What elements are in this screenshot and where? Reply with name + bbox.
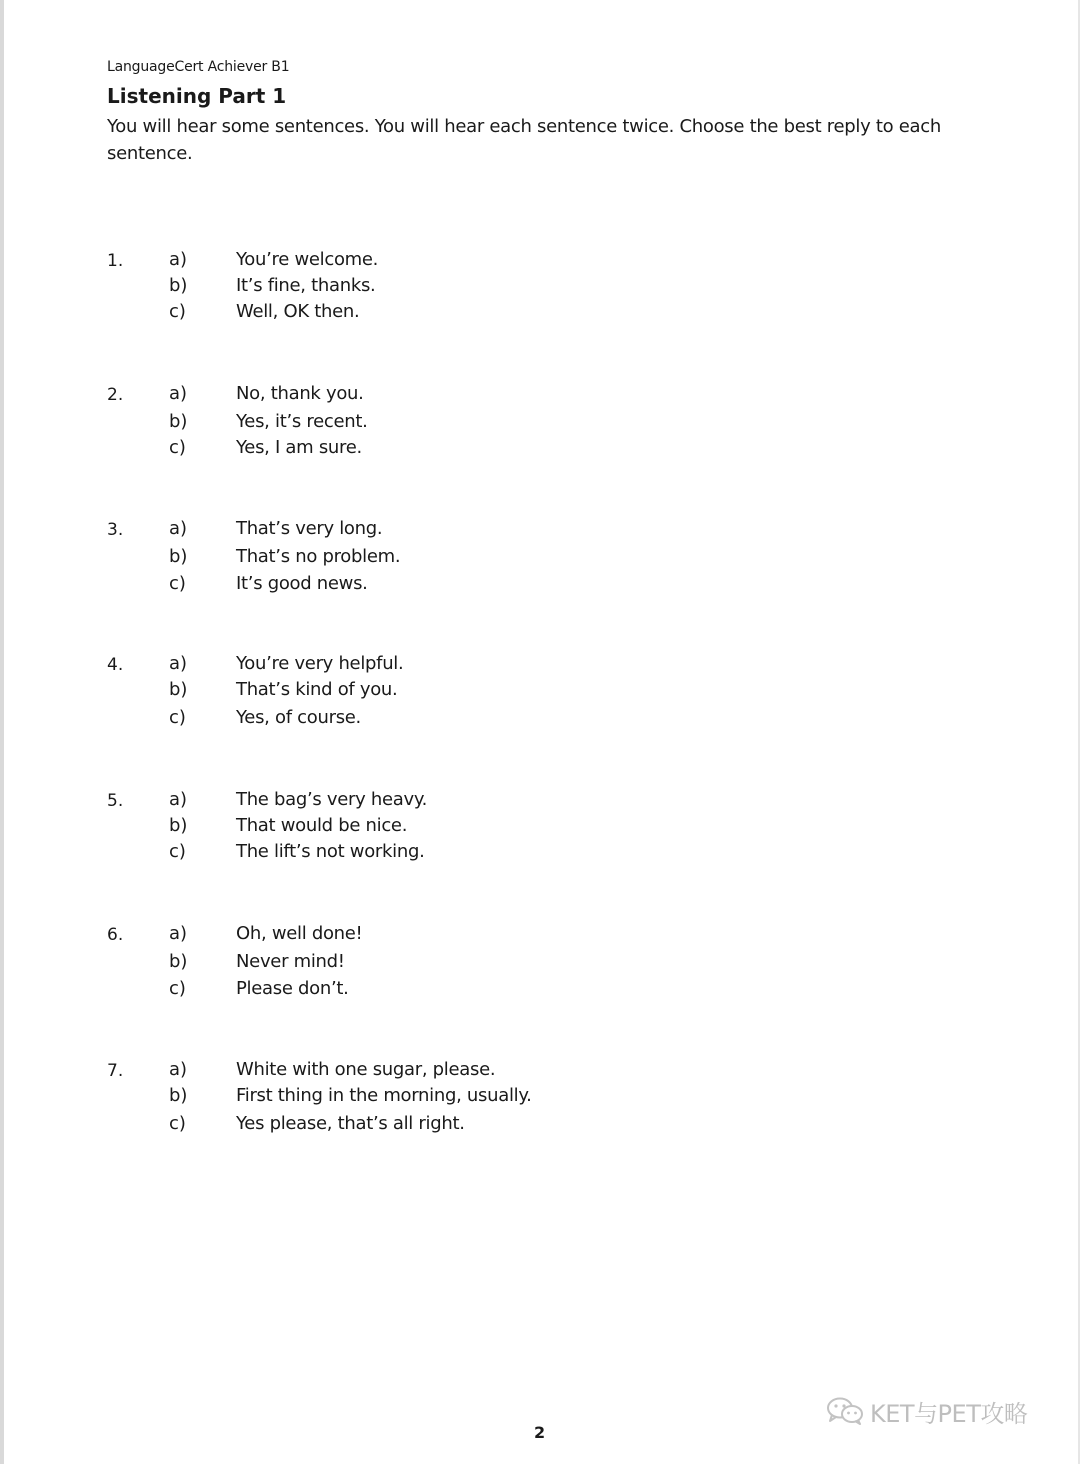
option-b[interactable] [107, 951, 707, 977]
option-c[interactable] [107, 978, 707, 1004]
option-c[interactable] [107, 573, 707, 599]
option-b[interactable] [107, 411, 707, 437]
option-letter: a) [169, 1059, 188, 1080]
option-letter: a) [169, 789, 188, 810]
option-text: Oh, well done! [236, 923, 363, 944]
option-c[interactable] [107, 841, 707, 867]
page-title: Listening Part 1 [107, 84, 287, 108]
option-letter: a) [169, 383, 188, 404]
option-text: Yes, I am sure. [236, 437, 362, 458]
watermark-text: KET与PET攻略 [870, 1399, 1028, 1428]
option-letter: a) [169, 518, 188, 539]
option-text: Yes, of course. [236, 707, 361, 728]
question-4 [107, 653, 707, 743]
page-edge-left [0, 0, 4, 1464]
option-text: That’s no problem. [236, 546, 401, 567]
option-b[interactable] [107, 679, 707, 705]
option-text: You’re very helpful. [236, 653, 404, 674]
option-text: No, thank you. [236, 383, 364, 404]
option-letter: c) [169, 707, 186, 728]
option-c[interactable] [107, 301, 707, 327]
option-b[interactable] [107, 546, 707, 572]
option-a[interactable] [107, 789, 707, 815]
option-b[interactable] [107, 1085, 707, 1111]
option-letter: b) [169, 951, 188, 972]
question-3 [107, 518, 707, 608]
option-text: Yes, it’s recent. [236, 411, 368, 432]
option-a[interactable] [107, 518, 707, 544]
question-number: 1. [107, 251, 124, 271]
option-letter: c) [169, 301, 186, 322]
option-text: That would be nice. [236, 815, 408, 836]
option-letter: b) [169, 679, 188, 700]
question-2 [107, 383, 707, 473]
option-a[interactable] [107, 923, 707, 949]
option-text: It’s good news. [236, 573, 368, 594]
option-letter: a) [169, 653, 188, 674]
instructions: You will hear some sentences. You will hear each sentence twice. Choose the best reply to each sentence. [107, 116, 941, 164]
option-letter: a) [169, 923, 188, 944]
option-letter: b) [169, 275, 188, 296]
option-text: Please don’t. [236, 978, 349, 999]
option-text: The bag’s very heavy. [236, 789, 428, 810]
option-text: That’s very long. [236, 518, 383, 539]
question-number: 2. [107, 385, 124, 405]
option-b[interactable] [107, 275, 707, 301]
question-number: 3. [107, 520, 124, 540]
question-number: 7. [107, 1061, 124, 1081]
option-c[interactable] [107, 1113, 707, 1139]
option-letter: c) [169, 978, 186, 999]
option-letter: c) [169, 1113, 186, 1134]
question-1 [107, 249, 707, 339]
option-text: White with one sugar, please. [236, 1059, 496, 1080]
option-letter: b) [169, 1085, 188, 1106]
option-letter: b) [169, 411, 188, 432]
option-text: Never mind! [236, 951, 345, 972]
option-text: First thing in the morning, usually. [236, 1085, 532, 1106]
option-letter: c) [169, 437, 186, 458]
option-letter: b) [169, 546, 188, 567]
option-text: Well, OK then. [236, 301, 360, 322]
question-5 [107, 789, 707, 879]
watermark [826, 1395, 1027, 1427]
option-text: The lift’s not working. [236, 841, 425, 862]
option-letter: c) [169, 573, 186, 594]
option-letter: a) [169, 249, 188, 270]
option-letter: c) [169, 841, 186, 862]
option-b[interactable] [107, 815, 707, 841]
option-c[interactable] [107, 707, 707, 733]
option-a[interactable] [107, 249, 707, 275]
question-6 [107, 923, 707, 1013]
question-7 [107, 1059, 707, 1149]
question-number: 6. [107, 925, 124, 945]
page-number: 2 [534, 1423, 546, 1442]
option-c[interactable] [107, 437, 707, 463]
option-text: It’s fine, thanks. [236, 275, 376, 296]
question-number: 4. [107, 655, 124, 675]
option-letter: b) [169, 815, 188, 836]
option-a[interactable] [107, 383, 707, 409]
option-text: You’re welcome. [236, 249, 379, 270]
wechat-icon [826, 1397, 864, 1425]
option-text: Yes please, that’s all right. [236, 1113, 465, 1134]
option-text: That’s kind of you. [236, 679, 398, 700]
option-a[interactable] [107, 653, 707, 679]
document-header: LanguageCert Achiever B1 [107, 59, 290, 75]
option-a[interactable] [107, 1059, 707, 1085]
question-number: 5. [107, 791, 124, 811]
